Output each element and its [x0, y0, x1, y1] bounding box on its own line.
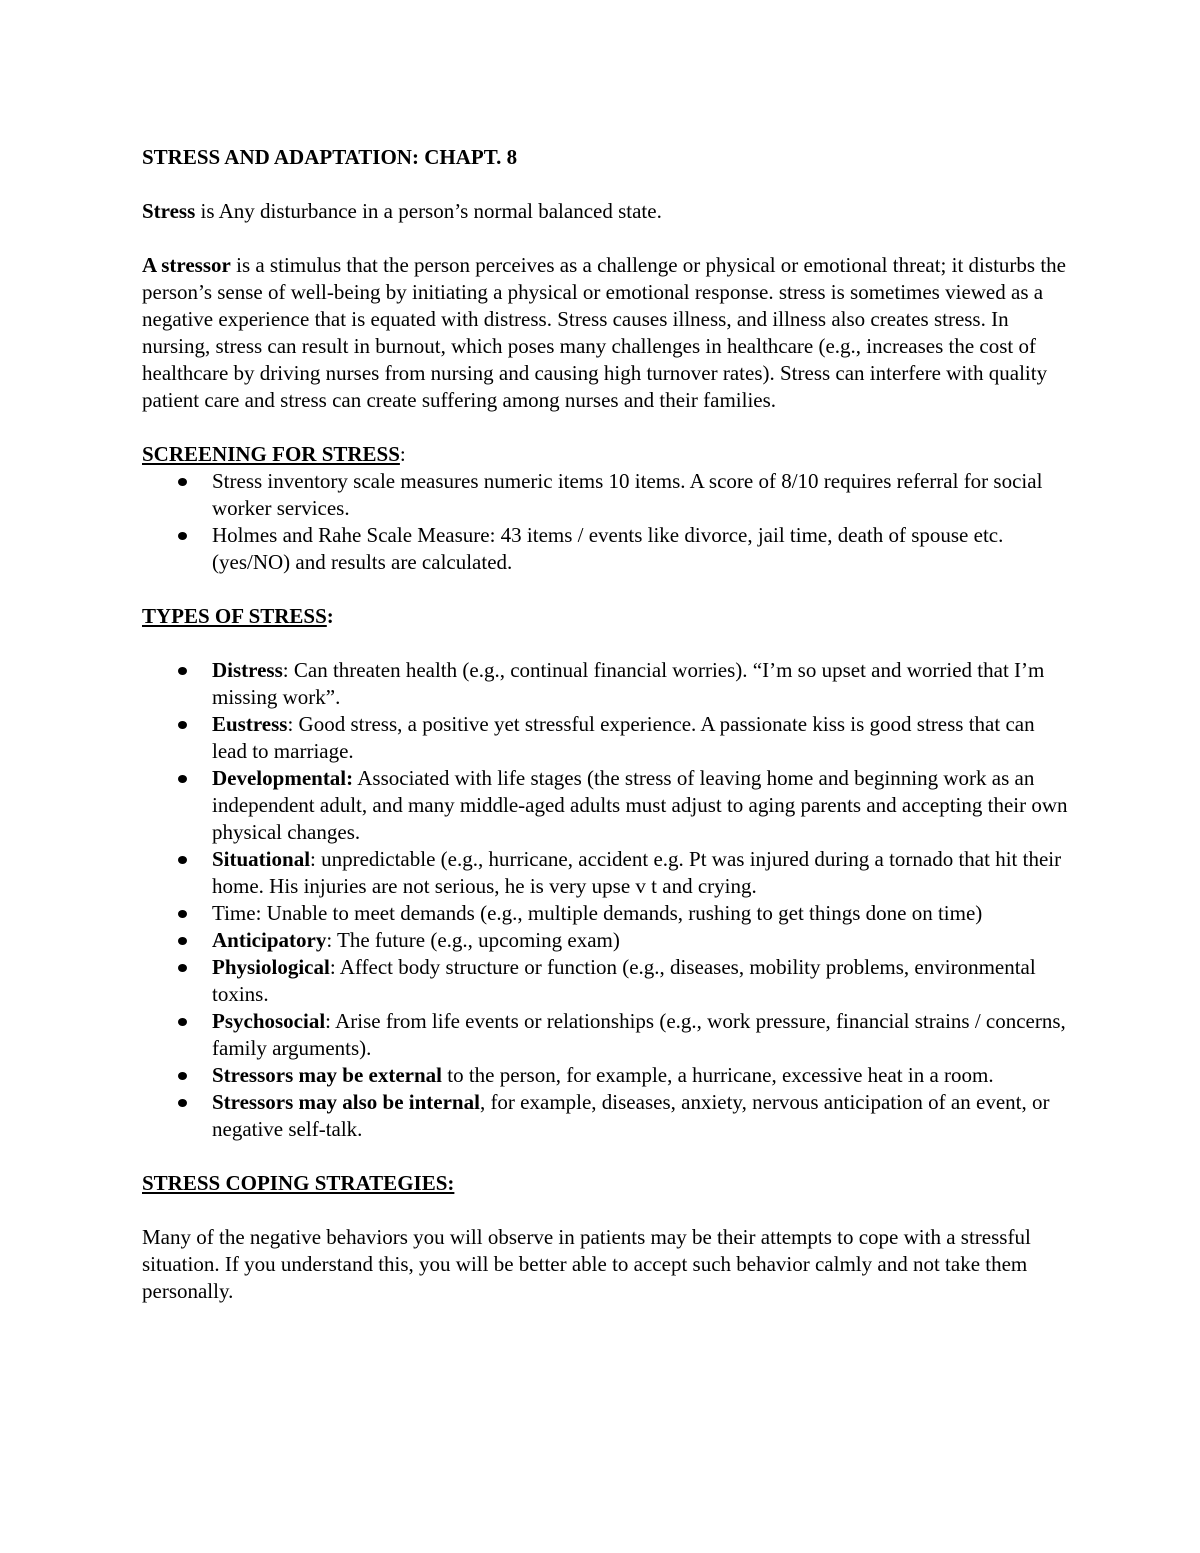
- list-item: Developmental: Associated with life stages (the stress of leaving home and beginning work as an independent adult, and many middle-aged adults must adjust to aging parents and accepting their own physical changes.: [142, 765, 1072, 846]
- list-item: Situational: unpredictable (e.g., hurricane, accident e.g. Pt was injured during a tornado that hit their home. His injuries are not serious, he is very upse v t and crying.: [142, 846, 1072, 900]
- bullet-icon: [178, 775, 187, 783]
- list-item: Stressors may be external to the person, for example, a hurricane, excessive heat in a room.: [142, 1062, 1072, 1089]
- bullet-icon: [178, 964, 187, 972]
- coping-text: Many of the negative behaviors you will observe in patients may be their attempts to cope with a stressful situation. If you understand this, you will be better able to accept such behavior calmly and not take them personally.: [142, 1225, 1031, 1303]
- list-item: Psychosocial: Arise from life events or relationships (e.g., work pressure, financial strains / concerns, family arguments).: [142, 1008, 1072, 1062]
- bullet-icon: [178, 937, 187, 945]
- coping-heading: STRESS COPING STRATEGIES:: [142, 1171, 455, 1195]
- document-content: [142, 144, 1072, 1305]
- stressor-definition-text: is a stimulus that the person perceives as a challenge or physical or emotional threat; it disturbs the person’s sense of well-being by initiating a physical or emotional response. stress is sometimes viewed as a negative experience that is equated with distress. Stress causes illness, and illness also creates stress. In nursing, stress can result in burnout, which poses many challenges in healthcare (e.g., increases the cost of healthcare by driving nurses from nursing and causing high turnover rates). Stress can interfere with quality patient care and stress can create suffering among nurses and their families.: [142, 253, 1066, 412]
- list-item: Stressors may also be internal, for example, diseases, anxiety, nervous anticipation of an event, or negative self-talk.: [142, 1089, 1072, 1143]
- bullet-icon: [178, 532, 187, 540]
- list-item: Anticipatory: The future (e.g., upcoming exam): [142, 927, 1072, 954]
- page-title: STRESS AND ADAPTATION: CHAPT. 8: [142, 145, 518, 169]
- stressor-term: A stressor: [142, 253, 231, 277]
- list-item: Eustress: Good stress, a positive yet stressful experience. A passionate kiss is good stress that can lead to marriage.: [142, 711, 1072, 765]
- bullet-icon: [178, 1018, 187, 1026]
- bullet-icon: [178, 910, 187, 918]
- bullet-icon: [178, 856, 187, 864]
- stress-term: Stress: [142, 199, 196, 223]
- screening-list: [142, 468, 1072, 576]
- list-item: Holmes and Rahe Scale Measure: 43 items / events like divorce, jail time, death of spouse etc. (yes/NO) and results are calculated.: [142, 522, 1072, 576]
- types-list: [142, 657, 1072, 1143]
- list-item: Distress: Can threaten health (e.g., continual financial worries). “I’m so upset and worried that I’m missing work”.: [142, 657, 1072, 711]
- list-item: Stress inventory scale measures numeric items 10 items. A score of 8/10 requires referral for social worker services.: [142, 468, 1072, 522]
- stress-definition: [142, 198, 1072, 225]
- bullet-icon: [178, 478, 187, 486]
- bullet-icon: [178, 1099, 187, 1107]
- types-heading: TYPES OF STRESS:: [142, 604, 334, 628]
- bullet-icon: [178, 667, 187, 675]
- stressor-definition: [142, 252, 1072, 414]
- screening-heading: SCREENING FOR STRESS:: [142, 442, 406, 466]
- bullet-icon: [178, 721, 187, 729]
- bullet-icon: [178, 1072, 187, 1080]
- list-item: Physiological: Affect body structure or function (e.g., diseases, mobility problems, environmental toxins.: [142, 954, 1072, 1008]
- stress-definition-text: is Any disturbance in a person’s normal balanced state.: [195, 199, 662, 223]
- list-item: Time: Unable to meet demands (e.g., multiple demands, rushing to get things done on time): [142, 900, 1072, 927]
